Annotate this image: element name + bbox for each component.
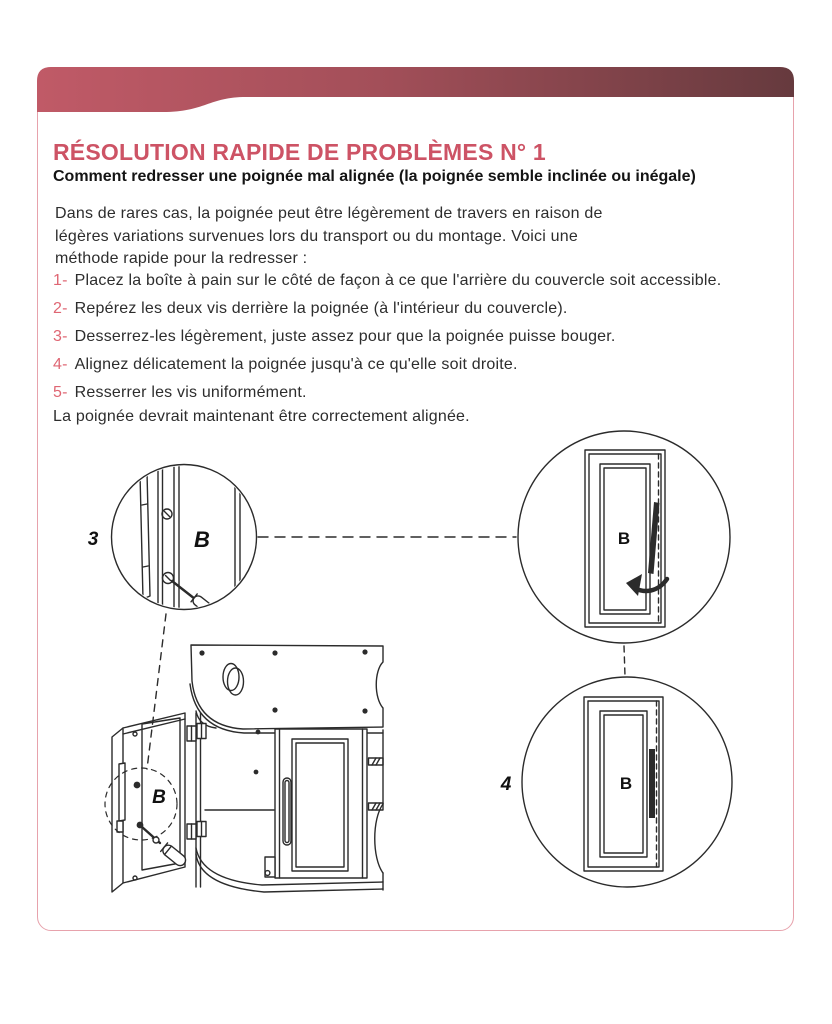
step-text: Alignez délicatement la poignée jusqu'à ce qu'elle soit droite. [74,356,518,373]
step-item [53,356,721,374]
hinge-top [187,724,206,742]
front-door-closed [265,729,367,878]
callout-circle-screw-detail [112,460,257,615]
step-text: Placez la boîte à pain sur le côté de façon à ce que l'arrière du couvercle soit accessible. [74,272,722,289]
wave-shape [37,67,794,112]
intro-line: Dans de rares cas, la poignée peut être légèrement de travers en raison de [55,205,603,222]
step-item [53,300,721,318]
step-number: 4- [53,356,68,373]
back-panel [190,645,383,733]
intro-line: légères variations survenues lors du transport ou du montage. Voici une [55,227,578,245]
step-list [53,272,721,412]
handle-screw [134,782,141,789]
step-number: 3- [53,328,68,345]
technical-illustration [36,430,796,935]
side-scallop-bottom [375,804,383,873]
front-door-handle [283,778,291,845]
label-b-detail: B [194,527,210,552]
step-number: 1- [53,272,68,289]
page-subtitle: Comment redresser une poignée mal alignée (la poignée semble inclinée ou inégale) [53,168,696,185]
intro-paragraph [55,203,603,271]
hinge-bottom [187,822,206,840]
step-item [53,384,721,402]
label-b-door: B [152,787,166,808]
closing-line: La poignée devrait maintenant être correctement alignée. [53,408,470,425]
label-b-top-circle: B [617,529,631,548]
label-b-bottom-circle: B [619,774,633,793]
shelf-edge-hatch [369,758,384,810]
callout-connector-vertical [624,646,625,676]
step-text: Resserrer les vis uniformément. [74,384,307,401]
intro-line: méthode rapide pour la redresser : [55,250,308,267]
header-wave-band [37,67,794,113]
step-item [53,272,721,290]
page-title: RÉSOLUTION RAPIDE DE PROBLÈMES N° 1 [53,139,546,165]
step-number: 5- [53,384,68,401]
step-text: Repérez les deux vis derrière la poignée (à l'intérieur du couvercle). [74,300,568,317]
step-number: 2- [53,300,68,317]
callout-number-3: 3 [87,529,99,550]
step-item [53,328,721,346]
handle-aligned [649,749,655,818]
callout-number-4: 4 [500,774,512,795]
step-text: Desserrez-les légèrement, juste assez pour que la poignée puisse bouger. [74,328,616,345]
